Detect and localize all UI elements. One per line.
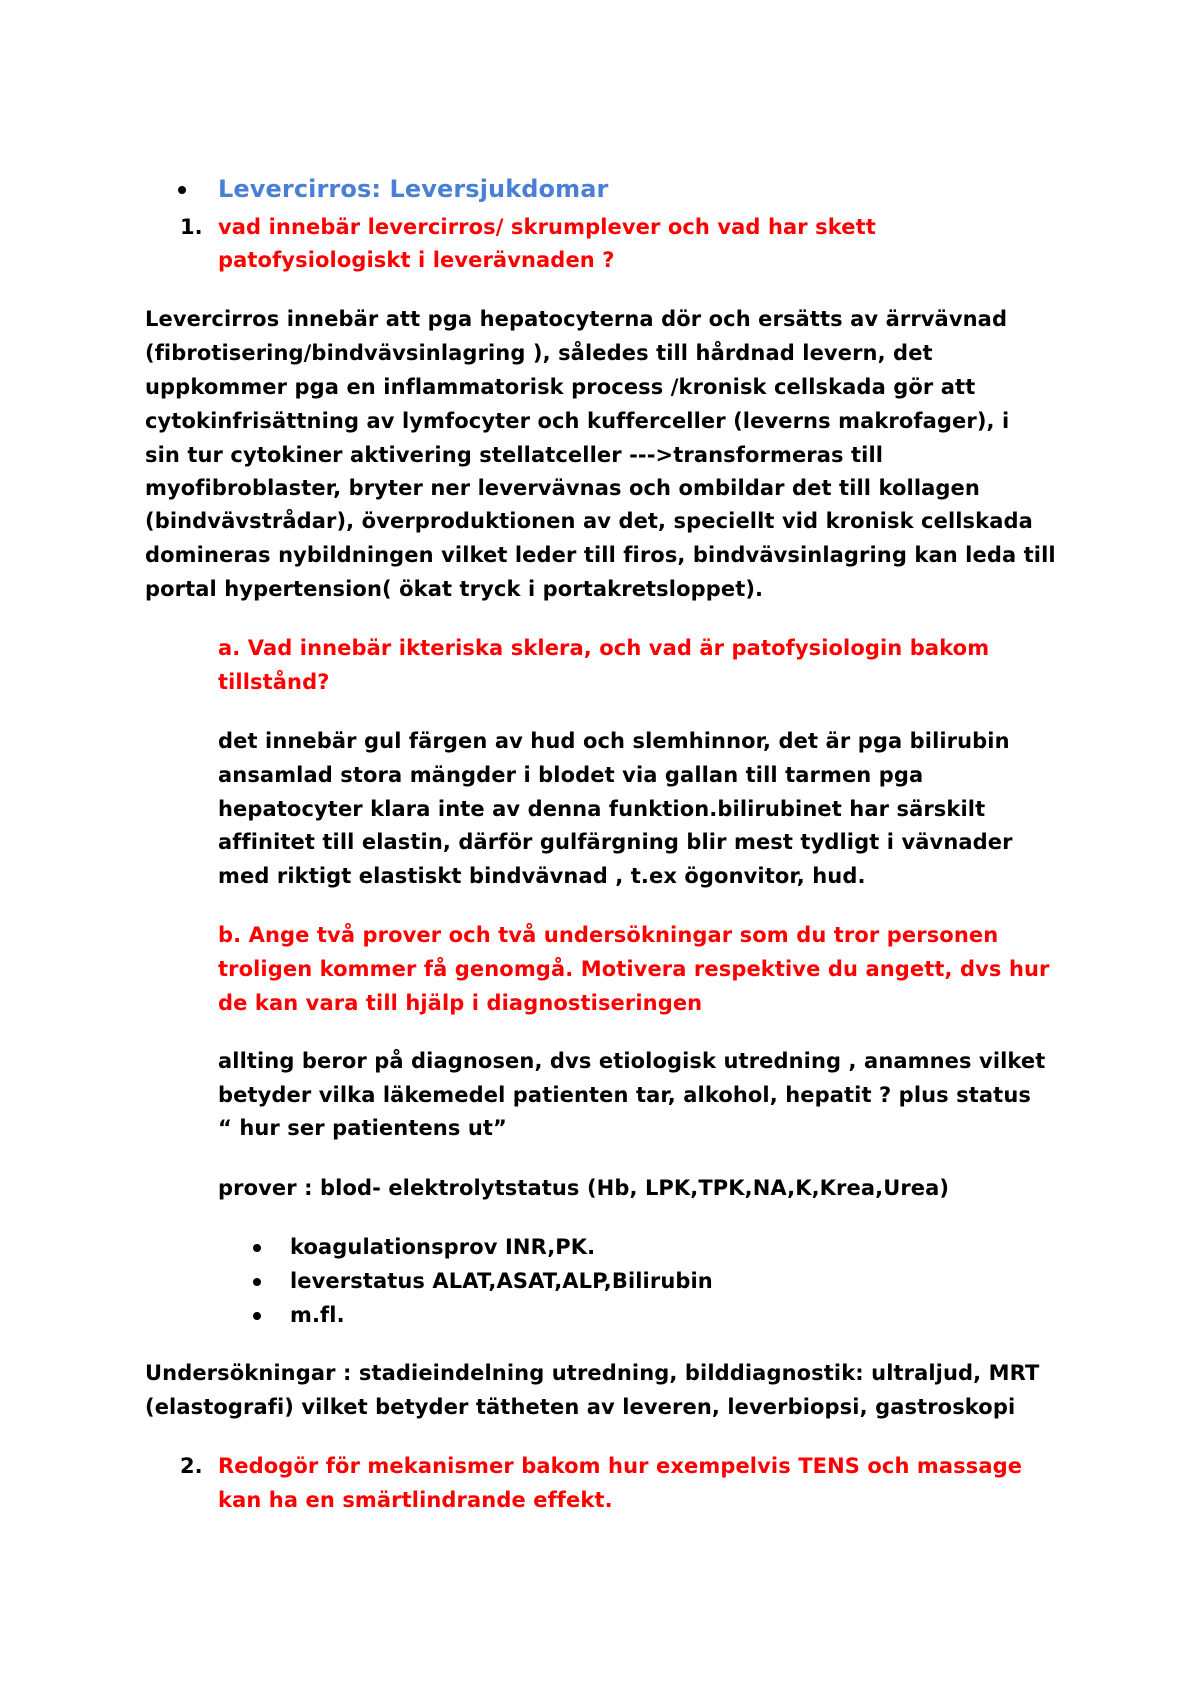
question-a-line: a. Vad innebär ikteriska sklera, och vad är patofysiologin bakom	[218, 636, 990, 660]
answer-1-line: domineras nybildningen vilket leder till firos, bindvävsinlagring kan leda till	[145, 543, 1056, 567]
question-b-line: troligen kommer få genomgå. Motivera respektive du angett, dvs hur	[218, 957, 1050, 981]
section-heading: Levercirros: Leversjukdomar	[218, 175, 609, 203]
answer-a-line: affinitet till elastin, därför gulfärgning blir mest tydligt i vävnader	[218, 830, 1013, 854]
prover-bullet	[253, 1278, 261, 1286]
question-2-line: Redogör för mekanismer bakom hur exempelvis TENS och massage	[218, 1454, 1023, 1478]
question-1-number: 1.	[180, 215, 203, 239]
answer-1-line: portal hypertension( ökat tryck i portakretsloppet).	[145, 577, 764, 601]
answer-1-line: Levercirros innebär att pga hepatocyterna dör och ersätts av ärrvävnad	[145, 307, 1008, 331]
prover-line: prover : blod- elektrolytstatus (Hb, LPK,TPK,NA,K,Krea,Urea)	[218, 1176, 950, 1200]
answer-1-line: (bindvävstrådar), överproduktionen av det, speciellt vid kronisk cellskada	[145, 509, 1033, 533]
prover-bullet-text: leverstatus ALAT,ASAT,ALP,Bilirubin	[290, 1269, 713, 1293]
question-b-line: de kan vara till hjälp i diagnostiseringen	[218, 991, 703, 1015]
answer-a-line: ansamlad stora mängder i blodet via gallan till tarmen pga	[218, 763, 924, 787]
question-1-line: vad innebär levercirros/ skrumplever och vad har skett	[218, 215, 876, 239]
prover-bullet	[253, 1244, 261, 1252]
answer-b-line: “ hur ser patientens ut”	[218, 1116, 507, 1140]
answer-a-line: hepatocyter klara inte av denna funktion.bilirubinet har särskilt	[218, 797, 986, 821]
question-1-line: patofysiologiskt i leverävnaden ?	[218, 248, 615, 272]
answer-1-line: (fibrotisering/bindvävsinlagring ), således till hårdnad levern, det	[145, 341, 933, 365]
answer-b-line: allting beror på diagnosen, dvs etiologisk utredning , anamnes vilket	[218, 1049, 1046, 1073]
question-a-line: tillstånd?	[218, 670, 330, 694]
answer-a-line: med riktigt elastiskt bindvävnad , t.ex ögonvitor, hud.	[218, 864, 866, 888]
answer-b-line: betyder vilka läkemedel patienten tar, alkohol, hepatit ? plus status	[218, 1083, 1031, 1107]
heading-bullet	[178, 186, 186, 194]
prover-bullet-text: m.fl.	[290, 1303, 345, 1327]
question-2-number: 2.	[180, 1454, 203, 1478]
undersokningar-line: (elastografi) vilket betyder tätheten av leveren, leverbiopsi, gastroskopi	[145, 1395, 1016, 1419]
answer-a-line: det innebär gul färgen av hud och slemhinnor, det är pga bilirubin	[218, 729, 1010, 753]
question-b-line: b. Ange två prover och två undersökningar som du tror personen	[218, 923, 999, 947]
question-2-line: kan ha en smärtlindrande effekt.	[218, 1488, 613, 1512]
prover-bullet	[253, 1312, 261, 1320]
answer-1-line: cytokinfrisättning av lymfocyter och kufferceller (leverns makrofager), i	[145, 409, 1010, 433]
answer-1-line: sin tur cytokiner aktivering stellatceller --->transformeras till	[145, 443, 884, 467]
prover-bullet-text: koagulationsprov INR,PK.	[290, 1235, 596, 1259]
answer-1-line: uppkommer pga en inflammatorisk process /kronisk cellskada gör att	[145, 375, 976, 399]
undersokningar-line: Undersökningar : stadieindelning utredning, bilddiagnostik: ultraljud, MRT	[145, 1361, 1040, 1385]
answer-1-line: myofibroblaster, bryter ner levervävnas och ombildar det till kollagen	[145, 476, 980, 500]
